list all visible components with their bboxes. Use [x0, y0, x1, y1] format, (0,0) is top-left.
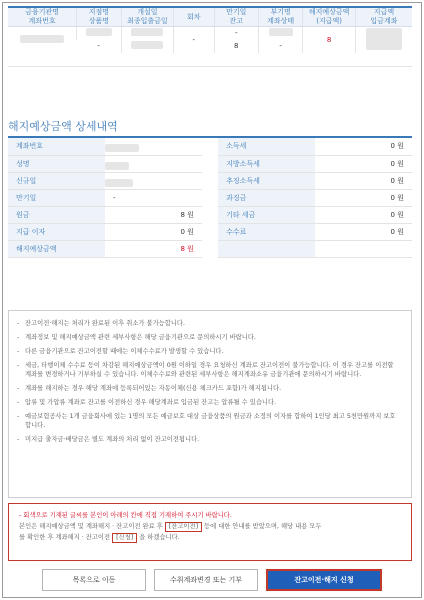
- notice-item: - 미지급 출자금·배당금은 별도 계좌의 처리 없이 잔고이전됩니다.: [17, 435, 401, 444]
- col-header: 회차: [174, 8, 214, 27]
- confirmation-statement: 를 확인한 후 계좌해지 · 잔고이전 [신청] 을 하겠습니다.: [19, 534, 180, 541]
- open-date-cell: [121, 27, 174, 40]
- detail-value: 0 원: [105, 223, 202, 240]
- detail-value: [315, 240, 412, 257]
- detail-label: 해지예상금액: [8, 240, 105, 257]
- detail-label: 원금: [8, 206, 105, 223]
- notice-item: - 세금, 타행이체 수수료 등이 차감된 해지예상금액이 0원 이하일 경우 요청하신 계좌로 잔고이전이 불가능합니다. 이 경우 잔고를 이전할 계좌를 변경하거나 기부하실 수 있습니다. 이체수수료와 관련된 세부사항은 해지계좌소유 금융기관에 문의하시기 바랍니다.: [17, 361, 401, 379]
- detail-value: 0 원: [315, 189, 412, 206]
- notice-item: - 계좌정보 및 해지예상금액 관련 세부사항은 해당 금융기관으로 문의하시기 바랍니다.: [17, 333, 401, 342]
- detail-label: [218, 240, 315, 257]
- expected-amount-cell: 8: [303, 27, 356, 53]
- change-account-button[interactable]: 수취계좌변경 또는 기부: [154, 569, 258, 591]
- nickname-cell: [258, 27, 302, 40]
- detail-value: [105, 138, 202, 155]
- table-row: [8, 172, 412, 189]
- detail-value: [105, 172, 202, 189]
- detail-label: 추징소득세: [218, 172, 315, 189]
- section-title: 해지예상금액 상세내역: [8, 120, 118, 133]
- table-row: [8, 223, 412, 240]
- col-header: 해지예상금액 (지급액): [303, 8, 356, 27]
- detail-value: 8 원: [105, 240, 202, 257]
- col-header: 부기명 계좌상태: [258, 8, 302, 27]
- detail-label: 지급 이자: [8, 223, 105, 240]
- col-header: 지급액 입금계좌: [355, 8, 412, 27]
- last-transaction-cell: [121, 40, 174, 53]
- action-buttons: [0, 569, 420, 595]
- summary-header-row: [8, 8, 412, 27]
- table-row: [8, 206, 412, 223]
- notice-item: - 계좌를 해지하는 경우 해당 계좌에 등록되어있는 자동이체(신용 체크카드 포함)가 해지됩니다.: [17, 384, 401, 393]
- col-header: 지점명 상품명: [77, 8, 121, 27]
- detail-value: 0 원: [315, 172, 412, 189]
- submit-transfer-button[interactable]: 잔고이전·해지 신청: [266, 569, 382, 591]
- account-summary-table: [8, 6, 412, 67]
- notice-item: - 예금보험공사는 1개 금융회사에 있는 1명의 모든 예금보호 대상 금융상품의 원금과 소정의 이자를 합하여 1인당 최고 5천만원까지 보호합니다.: [17, 412, 401, 430]
- table-row: [8, 240, 412, 257]
- notice-item: - 압류 및 가압류 계좌로 잔고를 이전하신 경우 해당계좌로 입금된 잔고는 압류될 수 있습니다.: [17, 398, 401, 407]
- detail-label: 성명: [8, 155, 105, 172]
- col-header: 만기일 잔고: [214, 8, 258, 27]
- confirmation-instruction: - 회색으로 기재된 글씨를 본인이 아래의 칸에 직접 기재하여 주시기 바랍니다.: [19, 512, 232, 519]
- back-to-list-button[interactable]: 목록으로 이동: [42, 569, 146, 591]
- deposit-account-cell: [355, 27, 412, 53]
- confirm-input-2[interactable]: [신청]: [112, 533, 137, 543]
- round-cell: -: [174, 27, 214, 53]
- detail-label: 과징금: [218, 189, 315, 206]
- detail-label: 기타 세금: [218, 206, 315, 223]
- balance-cell: 8: [214, 40, 258, 53]
- detail-value: 8 원: [105, 206, 202, 223]
- branch-cell: [77, 27, 121, 40]
- summary-footer: [8, 53, 412, 67]
- detail-value: 0 원: [315, 223, 412, 240]
- table-row: [8, 155, 412, 172]
- product-cell: -: [97, 42, 100, 50]
- detail-label: 계좌번호: [8, 138, 105, 155]
- notice-item: - 다른 금융기관으로 잔고이전할 때에는 이체수수료가 발생할 수 있습니다.: [17, 347, 401, 356]
- detail-label: 수수료: [218, 223, 315, 240]
- notice-box: [8, 310, 412, 498]
- confirmation-statement: 본인은 해지예상금액 및 계좌해지 · 잔고이전 완료 후 [잔고이전] 등에 대한 안내를 받았으며, 해당 내용 모두: [19, 523, 322, 530]
- col-header: 금융기관명 계좌번호: [8, 8, 77, 27]
- detail-value: 0 원: [315, 138, 412, 155]
- detail-value: 0 원: [315, 206, 412, 223]
- bank-account-cell: [8, 27, 77, 53]
- detail-value: -: [105, 189, 202, 206]
- detail-label: 지방소득세: [218, 155, 315, 172]
- detail-table: [8, 136, 412, 258]
- detail-value: 0 원: [315, 155, 412, 172]
- detail-label: 신규일: [8, 172, 105, 189]
- table-row: [8, 27, 412, 40]
- col-header: 개설일 최종입출금일: [121, 8, 174, 27]
- detail-label: 소득세: [218, 138, 315, 155]
- confirmation-box: [8, 503, 412, 561]
- notice-item: - 잔고이전·해지는 처리가 완료된 이후 취소가 불가능합니다.: [17, 319, 401, 328]
- table-row: [8, 138, 412, 155]
- maturity-cell: -: [214, 27, 258, 40]
- status-cell: -: [258, 40, 302, 53]
- detail-label: 만기일: [8, 189, 105, 206]
- detail-value: [105, 155, 202, 172]
- table-row: [8, 189, 412, 206]
- confirm-input-1[interactable]: [잔고이전]: [165, 522, 202, 532]
